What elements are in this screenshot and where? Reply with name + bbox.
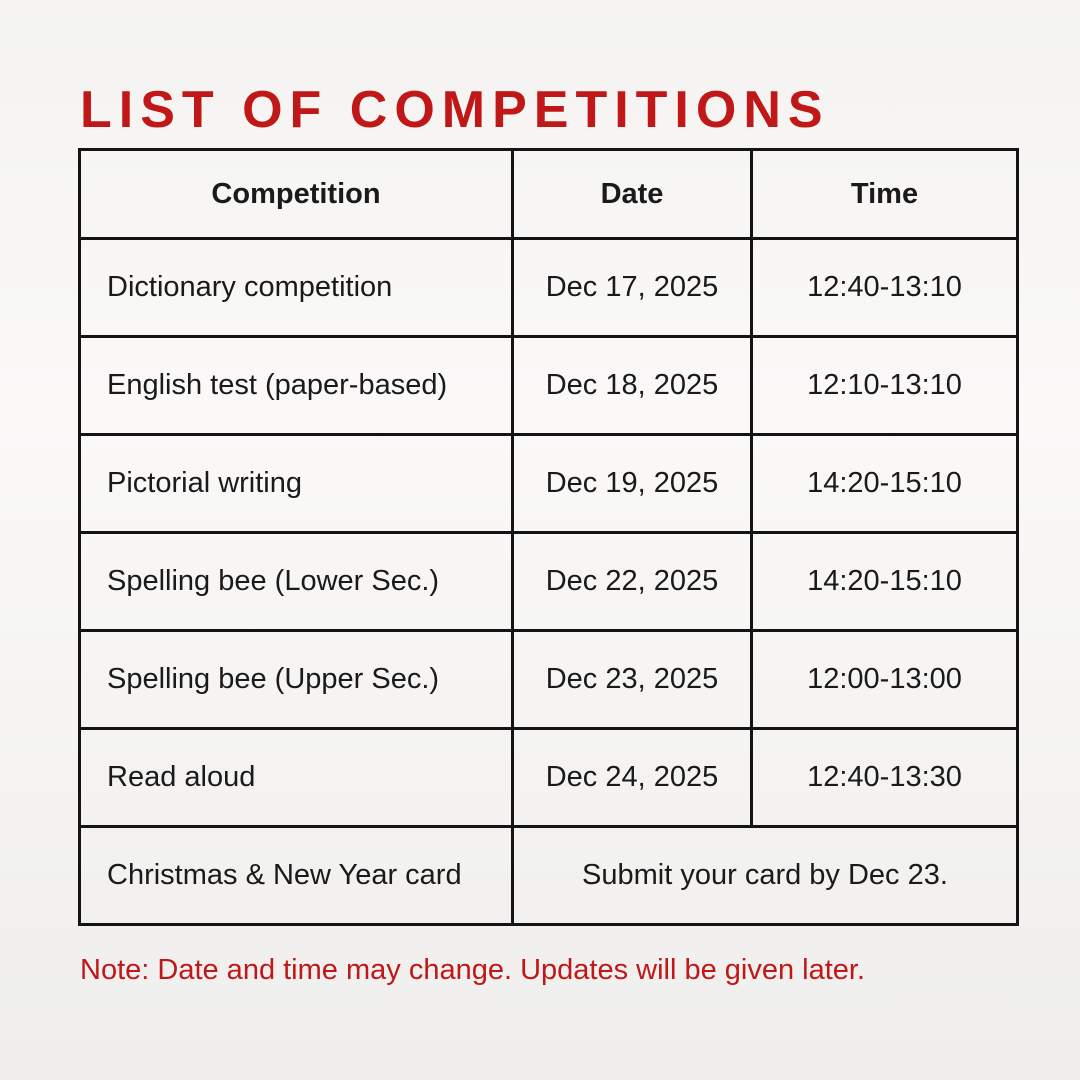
date-cell: Dec 19, 2025 [513, 435, 752, 533]
header-competition: Competition [80, 150, 513, 239]
time-cell: 12:00-13:00 [752, 631, 1018, 729]
time-cell: 12:10-13:10 [752, 337, 1018, 435]
competition-cell: Pictorial writing [80, 435, 513, 533]
table-row [80, 729, 1018, 827]
footnote: Note: Date and time may change. Updates will be given later. [80, 954, 866, 986]
time-cell: 14:20-15:10 [752, 435, 1018, 533]
competition-cell: Read aloud [80, 729, 513, 827]
date-cell: Dec 22, 2025 [513, 533, 752, 631]
competition-cell: Spelling bee (Upper Sec.) [80, 631, 513, 729]
merged-info-cell: Submit your card by Dec 23. [513, 827, 1018, 925]
date-cell: Dec 24, 2025 [513, 729, 752, 827]
table-row [80, 435, 1018, 533]
date-cell: Dec 23, 2025 [513, 631, 752, 729]
table-row [80, 239, 1018, 337]
table-row [80, 533, 1018, 631]
header-date: Date [513, 150, 752, 239]
date-cell: Dec 17, 2025 [513, 239, 752, 337]
date-cell: Dec 18, 2025 [513, 337, 752, 435]
competitions-table [78, 148, 1019, 926]
time-cell: 14:20-15:10 [752, 533, 1018, 631]
time-cell: 12:40-13:30 [752, 729, 1018, 827]
table-header-row [80, 150, 1018, 239]
table-row [80, 337, 1018, 435]
competition-cell: Spelling bee (Lower Sec.) [80, 533, 513, 631]
table-row-merged [80, 827, 1018, 925]
competition-cell: Dictionary competition [80, 239, 513, 337]
time-cell: 12:40-13:10 [752, 239, 1018, 337]
header-time: Time [752, 150, 1018, 239]
competition-cell: English test (paper-based) [80, 337, 513, 435]
competition-cell: Christmas & New Year card [80, 827, 513, 925]
page-title: LIST OF COMPETITIONS [80, 81, 830, 139]
table-row [80, 631, 1018, 729]
